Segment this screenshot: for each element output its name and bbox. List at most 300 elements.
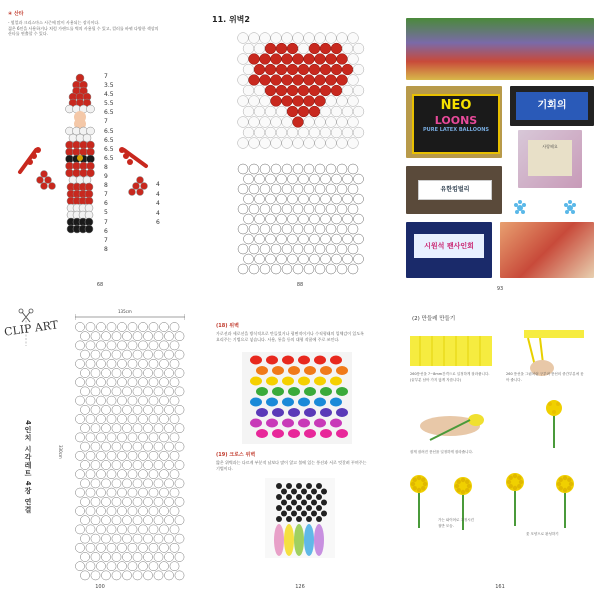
grid-circle — [107, 414, 116, 423]
grid-circle — [138, 525, 147, 534]
rainbow-balloon — [288, 408, 300, 417]
grid-circle — [170, 506, 179, 515]
white-balloon — [254, 43, 265, 54]
grid-circle — [138, 433, 147, 442]
heart-balloon — [287, 85, 298, 96]
grid-circle — [260, 224, 270, 234]
hand-balloon — [133, 183, 140, 190]
grid-circle — [133, 479, 142, 488]
numbered-balloon — [286, 483, 292, 489]
grid-circle — [75, 451, 84, 460]
grid-circle — [117, 470, 126, 479]
text-line: 얇은 위벽과는 다르게 부분적 남보다 많이 않고 볼에 있는 풍선과 서로 엇갈려 꾸며주는 — [216, 460, 367, 465]
grid-circle — [101, 516, 110, 525]
white-balloon — [238, 117, 249, 128]
grid-circle — [96, 414, 105, 423]
grid-circle — [304, 244, 314, 254]
count-label: 7 — [104, 218, 108, 226]
heart-balloon — [304, 96, 315, 107]
grid-circle — [117, 414, 126, 423]
grid-circle — [143, 368, 152, 377]
count-label: 8 — [104, 182, 108, 190]
grid-circle — [86, 451, 95, 460]
petal — [457, 480, 461, 484]
petal — [517, 476, 521, 480]
grid-circle — [75, 359, 84, 368]
grid-circle — [164, 332, 173, 341]
grid-circle — [170, 451, 179, 460]
rainbow-balloon — [298, 419, 310, 428]
grid-circle — [149, 470, 158, 479]
numbered-balloon — [291, 511, 297, 517]
grid-circle — [128, 488, 137, 497]
grid-circle — [282, 184, 292, 194]
hand-balloon — [41, 171, 48, 178]
grid-circle — [321, 214, 331, 224]
star-balloons — [508, 198, 598, 218]
grid-circle — [304, 204, 314, 214]
grid-circle — [175, 350, 184, 359]
rainbow-balloon — [320, 429, 332, 438]
grid-circle — [101, 497, 110, 506]
grid-circle — [101, 534, 110, 543]
rainbow-balloon — [298, 377, 310, 386]
white-balloon — [249, 33, 260, 44]
grid-circle — [112, 332, 121, 341]
white-balloon — [276, 127, 287, 138]
white-balloon — [353, 85, 364, 96]
yuhan-text: 유한킴벌리 — [418, 180, 492, 200]
grid-circle — [315, 164, 325, 174]
grid-circle — [337, 164, 347, 174]
grid-circle — [244, 174, 254, 184]
grid-circle — [271, 164, 281, 174]
grid-circle — [277, 174, 287, 184]
rainbow-balloon — [330, 356, 342, 365]
grid-circle — [354, 174, 364, 184]
grid-circle — [122, 405, 131, 414]
petal — [467, 484, 471, 488]
grid-circle — [149, 414, 158, 423]
grid-circle — [86, 322, 95, 331]
dandelion-photos — [405, 472, 595, 532]
grid-circle — [101, 552, 110, 561]
page-number: 161 — [495, 584, 505, 590]
heart-balloon — [331, 64, 342, 75]
grid-circle — [117, 506, 126, 515]
grid-circle — [154, 424, 163, 433]
white-balloon — [238, 75, 249, 86]
grid-circle — [101, 571, 110, 580]
numbered-balloon — [276, 516, 282, 522]
santa-arm — [20, 150, 36, 172]
grid-circle — [321, 254, 331, 264]
grid-circle — [112, 387, 121, 396]
count-label: 5 — [104, 209, 108, 217]
grid-circle — [288, 194, 298, 204]
grid-circle — [154, 442, 163, 451]
rainbow-balloon — [330, 398, 342, 407]
grid-circle — [138, 543, 147, 552]
grid-circle — [86, 396, 95, 405]
grid-circle — [143, 460, 152, 469]
grid-circle — [238, 204, 248, 214]
grid-circle — [96, 506, 105, 515]
white-balloon — [298, 127, 309, 138]
count-label: 6 — [104, 200, 108, 208]
white-balloon — [337, 96, 348, 107]
hand-balloon — [141, 183, 148, 190]
white-balloon — [271, 33, 282, 44]
grid-circle — [112, 571, 121, 580]
rainbow-balloon — [256, 366, 268, 375]
grid-circle — [282, 204, 292, 214]
grid-circle — [321, 234, 331, 244]
grid-circle — [96, 341, 105, 350]
heart-balloon — [309, 85, 320, 96]
white-balloon — [304, 117, 315, 128]
grid-circle — [86, 359, 95, 368]
numbered-balloon — [321, 511, 327, 517]
grid-circle — [164, 387, 173, 396]
rainbow-balloon — [304, 366, 316, 375]
hand-balloon — [49, 183, 56, 190]
numbered-balloon — [316, 483, 322, 489]
grid-circle — [299, 234, 309, 244]
heart-balloon — [265, 64, 276, 75]
desc-line: 젊은 6인을 사용하거나 처럼 가랜드를 벽의 사용될 수 있고, 컬러를 바꿔 다양한 색상의 — [8, 25, 159, 31]
rainbow-balloon — [266, 419, 278, 428]
grid-circle — [170, 470, 179, 479]
grid-circle — [112, 460, 121, 469]
rainbow-balloon — [320, 408, 332, 417]
long-balloon — [274, 524, 284, 556]
grid-circle — [143, 350, 152, 359]
numbered-balloon — [301, 489, 307, 495]
grid-circle — [164, 442, 173, 451]
white-balloon — [243, 43, 254, 54]
grid-circle — [293, 184, 303, 194]
count-label: 7 — [104, 191, 108, 199]
count-label: 6.5 — [104, 145, 114, 153]
heart-balloon — [271, 54, 282, 65]
grid-circle — [326, 244, 336, 254]
page-santa — [0, 0, 200, 300]
numbered-balloon — [296, 483, 302, 489]
white-balloon — [342, 43, 353, 54]
grid-circle — [154, 405, 163, 414]
long-balloon — [294, 524, 304, 556]
grid-circle — [122, 552, 131, 561]
grid-circle — [112, 497, 121, 506]
grid-circle — [343, 214, 353, 224]
grid-circle — [101, 332, 110, 341]
count-label: 5.5 — [104, 100, 114, 108]
poster-text: 사랑해요 — [528, 140, 572, 176]
grid-circle — [159, 359, 168, 368]
grid-circle — [91, 387, 100, 396]
grid-circle — [138, 322, 147, 331]
grid-circle — [343, 174, 353, 184]
grid-circle — [159, 322, 168, 331]
grid-circle — [315, 224, 325, 234]
numbered-balloon — [306, 483, 312, 489]
grid-circle — [86, 488, 95, 497]
count-label: 6 — [104, 227, 108, 235]
loons-text: LOONS — [434, 114, 478, 127]
grid-circle — [117, 562, 126, 571]
grid-circle — [154, 552, 163, 561]
grid-circle — [149, 562, 158, 571]
grid-circle — [91, 442, 100, 451]
rainbow-balloon — [256, 408, 268, 417]
grid-circle — [282, 164, 292, 174]
grid-circle — [91, 516, 100, 525]
grid-circle — [107, 322, 116, 331]
numbered-balloon — [281, 489, 287, 495]
grid-circle — [86, 562, 95, 571]
hand-balloon — [41, 183, 48, 190]
grid-circle — [154, 534, 163, 543]
grid-circle — [101, 350, 110, 359]
rainbow-balloon — [282, 398, 294, 407]
heart-balloon — [342, 64, 353, 75]
white-balloon — [298, 43, 309, 54]
grid-circle — [238, 224, 248, 234]
width-dimension-line — [75, 312, 185, 322]
desc-line: 산타를 연출할 수 있다. — [8, 31, 48, 36]
grid-circle — [101, 368, 110, 377]
grid-circle — [80, 497, 89, 506]
grid-circle — [249, 244, 259, 254]
page-title: 11. 위벽2 — [212, 15, 250, 24]
count-label: 6.5 — [104, 154, 114, 162]
grid-circle — [154, 516, 163, 525]
grid-circle — [343, 234, 353, 244]
rainbow-balloon — [266, 356, 278, 365]
grid-circle — [101, 460, 110, 469]
grid-circle — [80, 516, 89, 525]
heart-balloon — [331, 85, 342, 96]
grid-circle — [107, 341, 116, 350]
page-dandelion — [400, 300, 600, 600]
grid-circle — [255, 234, 265, 244]
petal — [461, 490, 465, 494]
section-text — [216, 331, 391, 342]
white-balloon — [315, 138, 326, 149]
section-title: ④ 산타 — [8, 11, 24, 17]
heart-balloon — [254, 64, 265, 75]
grid-circle — [154, 350, 163, 359]
grid-circle — [175, 571, 184, 580]
grid-circle — [293, 204, 303, 214]
hand-balloon — [137, 189, 144, 196]
numbered-balloon — [286, 494, 292, 500]
text-line: 요리주는 기법으로 넣습니다. 사용, 통을 등의 대형 작품에 주로 쓰인다. — [216, 336, 340, 342]
petal — [519, 480, 523, 484]
grid-circle — [107, 378, 116, 387]
grid-circle — [164, 405, 173, 414]
grid-circle — [143, 552, 152, 561]
rainbow-balloon — [272, 408, 284, 417]
heart-balloon — [337, 75, 348, 86]
white-balloon — [348, 75, 359, 86]
grid-circle — [310, 254, 320, 264]
petal — [559, 478, 563, 482]
circle-grid-template — [74, 322, 186, 584]
white-balloon — [249, 96, 260, 107]
numbered-balloon — [286, 505, 292, 511]
body-balloon — [83, 176, 91, 184]
grid-circle — [170, 396, 179, 405]
heart-balloon — [320, 85, 331, 96]
grid-circle — [277, 194, 287, 204]
grid-circle — [122, 368, 131, 377]
grid-circle — [133, 571, 142, 580]
rainbow-balloon — [250, 377, 262, 386]
grid-circle — [96, 470, 105, 479]
santa-description — [8, 20, 193, 37]
white-balloon — [320, 127, 331, 138]
white-balloon — [320, 106, 331, 117]
rainbow-balloon — [282, 419, 294, 428]
cross-wall-photo — [265, 478, 335, 558]
heart-balloon — [304, 75, 315, 86]
heart-balloon — [293, 54, 304, 65]
grid-circle — [128, 506, 137, 515]
grid-circle — [175, 405, 184, 414]
grid-circle — [175, 497, 184, 506]
petal — [457, 488, 461, 492]
white-balloon — [249, 117, 260, 128]
body-balloon — [87, 169, 95, 177]
grid-circle — [277, 234, 287, 244]
grid-circle — [133, 368, 142, 377]
grid-circle — [75, 562, 84, 571]
white-balloon — [353, 43, 364, 54]
grid-circle — [128, 470, 137, 479]
grid-circle — [91, 368, 100, 377]
heart-balloon — [309, 64, 320, 75]
rainbow-balloon — [282, 377, 294, 386]
numbered-balloon — [276, 505, 282, 511]
photo-poster-frame — [518, 130, 582, 188]
heart-balloon — [271, 75, 282, 86]
heart-balloon — [293, 75, 304, 86]
section-title: (18) 위벽 — [216, 323, 239, 329]
petal — [517, 484, 521, 488]
white-balloon — [348, 117, 359, 128]
body-balloon — [76, 74, 84, 82]
grid-circle — [288, 174, 298, 184]
grid-circle — [170, 359, 179, 368]
rainbow-balloon — [314, 356, 326, 365]
grid-circle — [138, 414, 147, 423]
white-balloon — [342, 127, 353, 138]
heart-balloon — [276, 85, 287, 96]
grid-circle — [326, 184, 336, 194]
grid-circle — [96, 378, 105, 387]
white-balloon — [293, 138, 304, 149]
grid-circle — [112, 479, 121, 488]
heart-balloon — [293, 96, 304, 107]
white-balloon — [353, 127, 364, 138]
grid-circle — [266, 254, 276, 264]
white-balloon — [260, 138, 271, 149]
grid-circle — [249, 164, 259, 174]
numbered-balloon — [306, 494, 312, 500]
grid-circle — [170, 562, 179, 571]
grid-circle — [154, 479, 163, 488]
grid-circle — [112, 368, 121, 377]
step-caption: 꽃 모양으로 완성하기 — [526, 532, 559, 536]
heart-balloon — [320, 43, 331, 54]
grid-circle — [238, 164, 248, 174]
rainbow-balloon-photo — [242, 352, 352, 444]
grid-circle — [138, 378, 147, 387]
grid-circle — [143, 387, 152, 396]
grid-circle — [164, 497, 173, 506]
grid-circle — [107, 433, 116, 442]
rainbow-balloon — [304, 387, 316, 396]
grid-circle — [271, 184, 281, 194]
arm-count-column — [156, 180, 166, 228]
petal — [559, 486, 563, 490]
grid-circle — [86, 378, 95, 387]
grid-circle — [122, 571, 131, 580]
white-balloon — [348, 54, 359, 65]
count-label: 4.5 — [104, 91, 114, 99]
grid-circle — [101, 387, 110, 396]
heart-balloon — [298, 64, 309, 75]
white-balloon — [304, 33, 315, 44]
grid-circle — [337, 184, 347, 194]
grid-circle — [75, 322, 84, 331]
grid-circle — [326, 204, 336, 214]
arm-balloon — [127, 159, 133, 165]
grid-circle — [326, 224, 336, 234]
photo-fan-sign — [406, 222, 492, 278]
petal — [411, 482, 415, 486]
grid-circle — [122, 442, 131, 451]
heart-balloon — [315, 75, 326, 86]
grid-circle — [260, 244, 270, 254]
grid-circle — [96, 433, 105, 442]
grid-circle — [80, 405, 89, 414]
heart-balloon — [282, 54, 293, 65]
petal — [413, 486, 417, 490]
white-balloon — [243, 106, 254, 117]
hand-balloon — [129, 189, 136, 196]
petal — [421, 486, 425, 490]
grid-circle — [138, 341, 147, 350]
grid-circle — [86, 433, 95, 442]
count-label: 7 — [104, 118, 108, 126]
vertical-caption: 4인치 시각레트 4장 연결 — [24, 420, 32, 515]
grid-circle — [80, 350, 89, 359]
rainbow-balloon — [250, 398, 262, 407]
grid-circle — [75, 341, 84, 350]
grid-circle — [159, 543, 168, 552]
grid-circle — [149, 433, 158, 442]
grid-circle — [255, 194, 265, 204]
grid-circle — [122, 479, 131, 488]
grid-circle — [96, 525, 105, 534]
grid-circle — [164, 424, 173, 433]
grid-circle — [128, 433, 137, 442]
grid-circle — [122, 516, 131, 525]
photo-blue-sign — [510, 86, 594, 126]
